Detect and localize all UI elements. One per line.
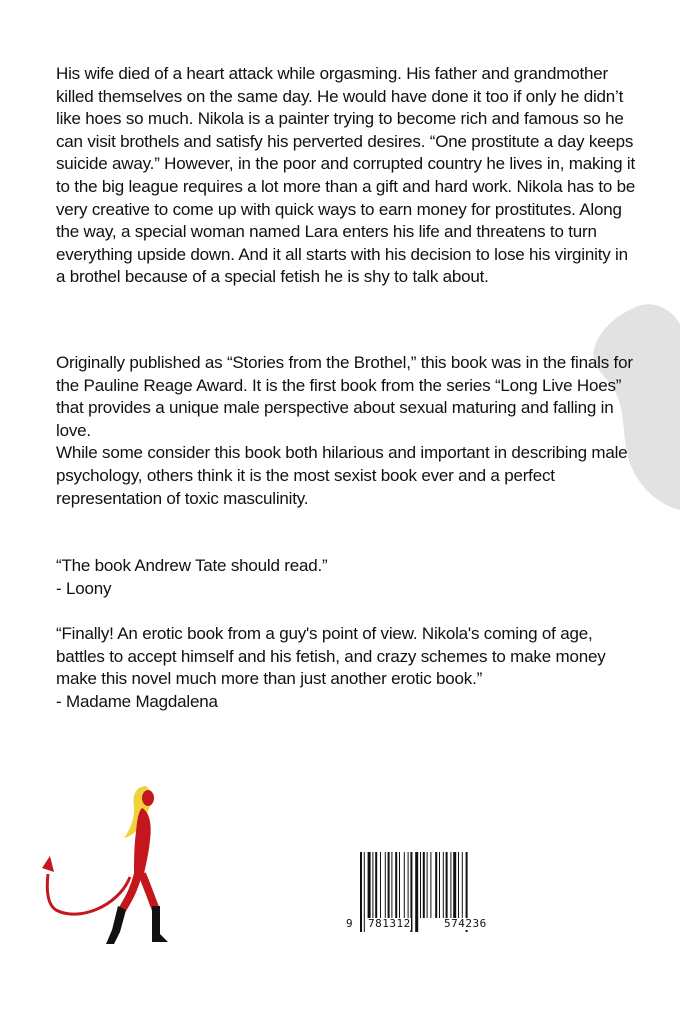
barcode-bar bbox=[446, 852, 448, 918]
barcode-bar bbox=[391, 852, 392, 918]
barcode-bar bbox=[443, 852, 444, 918]
review-quote: “The book Andrew Tate should read.” bbox=[56, 556, 328, 575]
barcode-bar bbox=[372, 852, 373, 918]
review-1 bbox=[56, 555, 636, 600]
barcode-bar bbox=[385, 852, 386, 918]
barcode-bar bbox=[458, 852, 459, 918]
barcode-bar bbox=[435, 852, 437, 918]
barcode-bar bbox=[388, 852, 390, 918]
barcode-bar bbox=[408, 852, 409, 918]
isbn-barcode bbox=[346, 852, 502, 934]
barcode-bar bbox=[368, 852, 371, 918]
barcode-bar bbox=[450, 852, 451, 918]
blurb-paragraph-group bbox=[56, 352, 636, 510]
review-author: - Loony bbox=[56, 578, 112, 598]
blurb-paragraph-3: While some consider this book both hilarious and important in describing male psychology, others think it is the most sexist book ever and a perfect representation of toxic masculinity. bbox=[56, 443, 628, 508]
barcode-bar bbox=[415, 852, 418, 932]
blurb-paragraph bbox=[56, 63, 636, 289]
barcode-bar bbox=[423, 852, 425, 918]
barcode-bar bbox=[462, 852, 463, 918]
barcode-bar bbox=[439, 852, 440, 918]
blurb-paragraph-2: Originally published as “Stories from the Brothel,” this book was in the finals for the Pauline Reage Award. It is the first book from the series “Long Live Hoes” that provides a unique male perspective about sexual maturing and falling in love. bbox=[56, 353, 633, 440]
review-2 bbox=[56, 623, 636, 713]
barcode-bar bbox=[375, 852, 377, 918]
isbn-group-1: 781312 bbox=[368, 917, 411, 930]
barcode-bar bbox=[399, 852, 400, 918]
barcode-bar bbox=[380, 852, 381, 918]
review-quote: “Finally! An erotic book from a guy's point of view. Nikola's coming of age, battles to accept himself and his fetish, and crazy schemes to make money make this novel much more than just another erotic book.” bbox=[56, 624, 606, 689]
barcode-bar bbox=[420, 852, 421, 918]
barcode-bar bbox=[364, 852, 365, 932]
barcode-bar bbox=[404, 852, 405, 918]
review-author: - Madame Magdalena bbox=[56, 691, 218, 711]
barcode-bar bbox=[395, 852, 397, 918]
isbn-group-2: 574236 bbox=[444, 917, 487, 930]
barcode-bar bbox=[360, 852, 362, 932]
blurb-paragraph-1: His wife died of a heart attack while orgasming. His father and grandmother killed themselves on the same day. He would have done it too if only he didn’t like hoes so much. Nikola is a painter trying to become rich and famous so he can visit brothels and satisfy his perverted desires. “One prostitute a day keeps suicide away.” However, in the poor and corrupted country he lives in, making it to the big league requires a lot more than a gift and hard work. Nikola has to be very creative to come up with quick ways to earn money for prostitutes. Along the way, a special woman named Lara enters his life and threatens to turn everything upside down. And it all starts with his decision to lose his virginity in a brothel because of a special fetish he is shy to talk about. bbox=[56, 64, 636, 287]
isbn-lead-digit: 9 bbox=[346, 917, 354, 930]
barcode-bar bbox=[453, 852, 456, 918]
barcode-bar bbox=[427, 852, 428, 918]
barcode-bar bbox=[430, 852, 431, 918]
devil-woman-illustration bbox=[38, 782, 198, 952]
